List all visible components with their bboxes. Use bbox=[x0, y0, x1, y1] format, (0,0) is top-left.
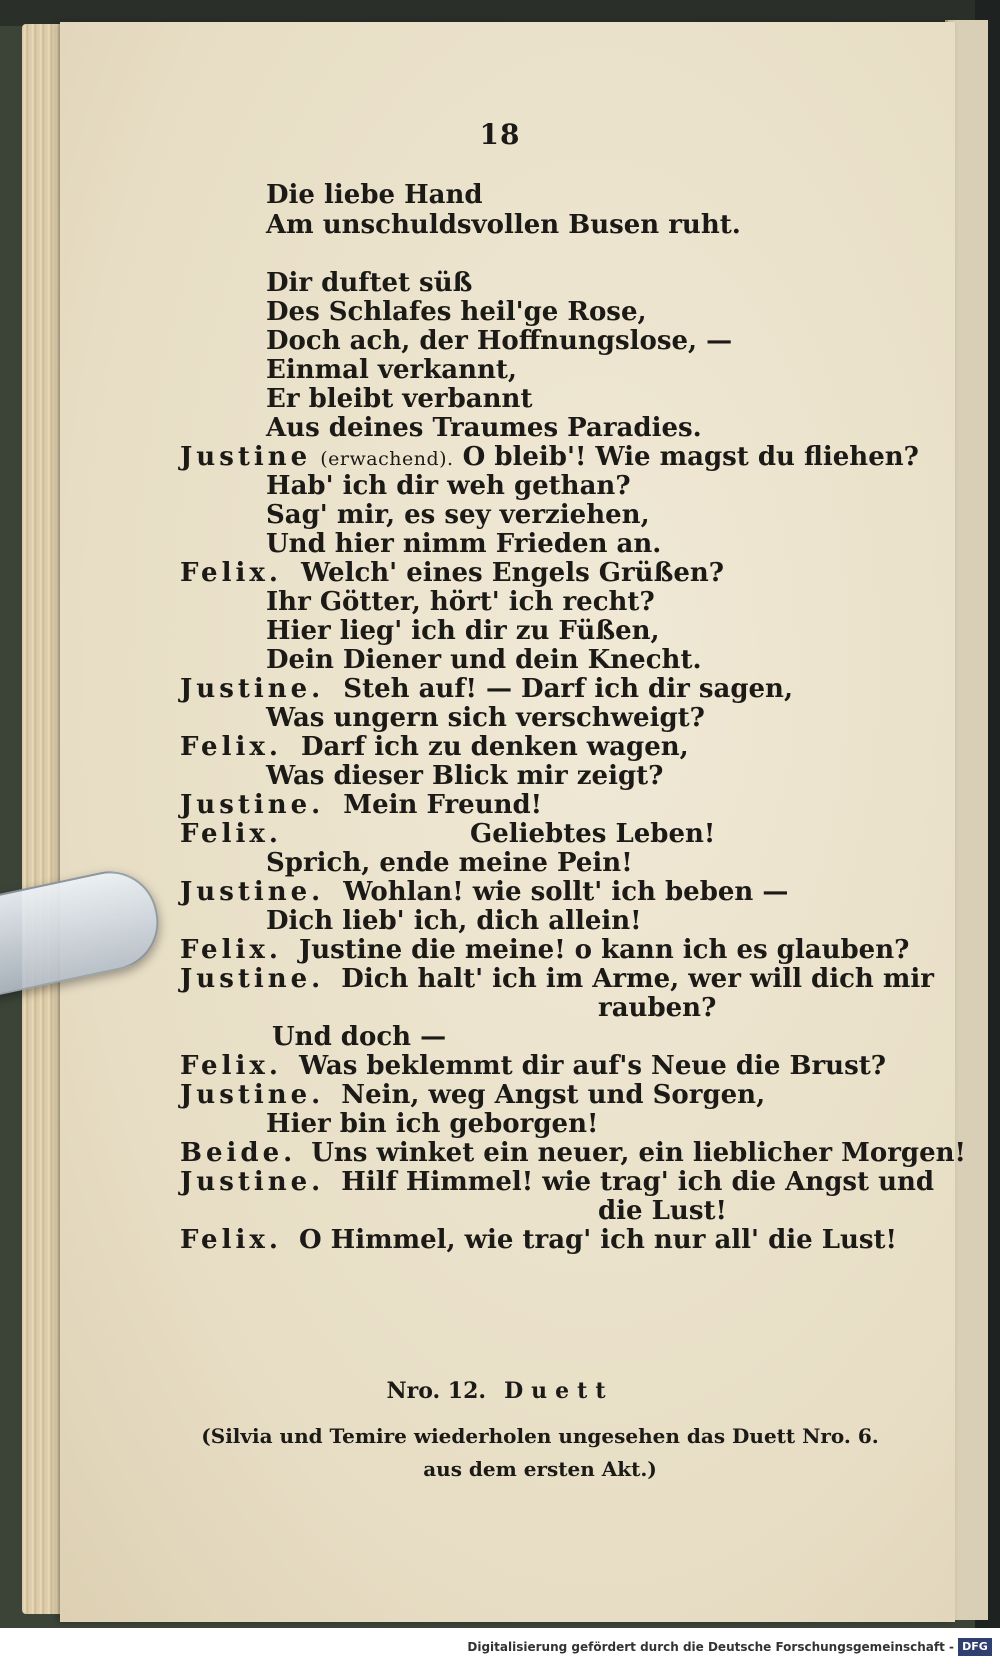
speaker-name: Justine. bbox=[180, 877, 325, 907]
verse-line: Sag' mir, es sey verziehen, bbox=[266, 500, 650, 530]
funding-credit: Digitalisierung gefördert durch die Deutsche Forschungsgemeinschaft - bbox=[467, 1640, 954, 1654]
stage-note-line: aus dem ersten Akt.) bbox=[423, 1457, 657, 1481]
verse-line: Einmal verkannt, bbox=[266, 355, 517, 385]
speaker-name: Felix. bbox=[180, 819, 282, 849]
dialogue-line: Justine (erwachend). O bleib'! Wie magst du fliehen? bbox=[180, 442, 919, 472]
verse-line-continuation: die Lust! bbox=[598, 1196, 727, 1226]
section-number: Nro. 12. bbox=[386, 1378, 487, 1404]
stage-note-line: (Silvia und Temire wiederholen ungesehen das Duett Nro. 6. bbox=[201, 1424, 879, 1448]
verse-line: Und hier nimm Frieden an. bbox=[266, 529, 662, 559]
verse-line: Dein Diener und dein Knecht. bbox=[266, 645, 702, 675]
verse-line: Was ungern sich verschweigt? bbox=[266, 703, 705, 733]
verse-line: Des Schlafes heil'ge Rose, bbox=[266, 297, 647, 327]
dialogue-line: Felix. O Himmel, wie trag' ich nur all' die Lust! bbox=[180, 1225, 897, 1255]
speaker-name: Justine. bbox=[180, 1080, 325, 1110]
verse-line: Die liebe Hand bbox=[266, 180, 483, 210]
speaker-name: Felix. bbox=[180, 558, 282, 588]
speaker-name: Justine. bbox=[180, 674, 325, 704]
dialogue-line: Justine. Steh auf! — Darf ich dir sagen, bbox=[180, 674, 793, 704]
dfg-logo: DFG bbox=[958, 1638, 992, 1656]
dialogue-line: Justine. Hilf Himmel! wie trag' ich die Angst und bbox=[180, 1167, 935, 1197]
verse-line: Am unschuldsvollen Busen ruht. bbox=[266, 210, 741, 240]
dialogue-line: Justine. Dich halt' ich im Arme, wer will dich mir bbox=[180, 964, 934, 994]
dialogue-line: Felix. Welch' eines Engels Grüßen? bbox=[180, 558, 724, 588]
speaker-name: Felix. bbox=[180, 935, 282, 965]
verse-line: Dich lieb' ich, dich allein! bbox=[266, 906, 642, 936]
verse-line: Sprich, ende meine Pein! bbox=[266, 848, 633, 878]
section-title: Duett bbox=[504, 1378, 614, 1404]
speaker-name: Justine. bbox=[180, 964, 325, 994]
verse-line: Er bleibt verbannt bbox=[266, 384, 533, 414]
speaker-name: Felix. bbox=[180, 1225, 282, 1255]
section-heading bbox=[0, 1378, 1000, 1404]
verse-line: Hier lieg' ich dir zu Füßen, bbox=[266, 616, 660, 646]
dialogue-line: Justine. Wohlan! wie sollt' ich beben — bbox=[180, 877, 789, 907]
dialogue-line: Justine. Nein, weg Angst und Sorgen, bbox=[180, 1080, 766, 1110]
verse-line: Was dieser Blick mir zeigt? bbox=[266, 761, 664, 791]
verse-line: Dir duftet süß bbox=[266, 268, 473, 298]
verse-line: Ihr Götter, hört' ich recht? bbox=[266, 587, 655, 617]
dialogue-line: Felix. Geliebtes Leben! bbox=[180, 819, 716, 849]
dialogue-line: Justine. Mein Freund! bbox=[180, 790, 543, 820]
verse-line-continuation: rauben? bbox=[598, 993, 717, 1023]
speaker-name: Felix. bbox=[180, 1051, 282, 1081]
stage-note bbox=[190, 1420, 890, 1486]
speaker-name: Justine. bbox=[180, 1167, 325, 1197]
verse-line: Und doch — bbox=[272, 1022, 447, 1052]
dialogue-line: Felix. Justine die meine! o kann ich es glauben? bbox=[180, 935, 910, 965]
verse-line: Hier bin ich geborgen! bbox=[266, 1109, 599, 1139]
dialogue-line: Beide. Uns winket ein neuer, ein lieblicher Morgen! bbox=[180, 1138, 966, 1168]
speaker-name: Beide. bbox=[180, 1138, 297, 1168]
verse-line: Aus deines Traumes Paradies. bbox=[266, 413, 702, 443]
stage-direction: (erwachend). bbox=[320, 448, 454, 470]
speaker-name: Felix. bbox=[180, 732, 282, 762]
verse-line: Hab' ich dir weh gethan? bbox=[266, 471, 631, 501]
speaker-name: Justine. bbox=[180, 790, 325, 820]
speaker-name: Justine bbox=[180, 442, 312, 472]
dialogue-line: Felix. Was beklemmt dir auf's Neue die Brust? bbox=[180, 1051, 886, 1081]
verse-line: Doch ach, der Hoffnungslose, — bbox=[266, 326, 733, 356]
dialogue-line: Felix. Darf ich zu denken wagen, bbox=[180, 732, 689, 762]
page-number: 18 bbox=[479, 118, 521, 151]
